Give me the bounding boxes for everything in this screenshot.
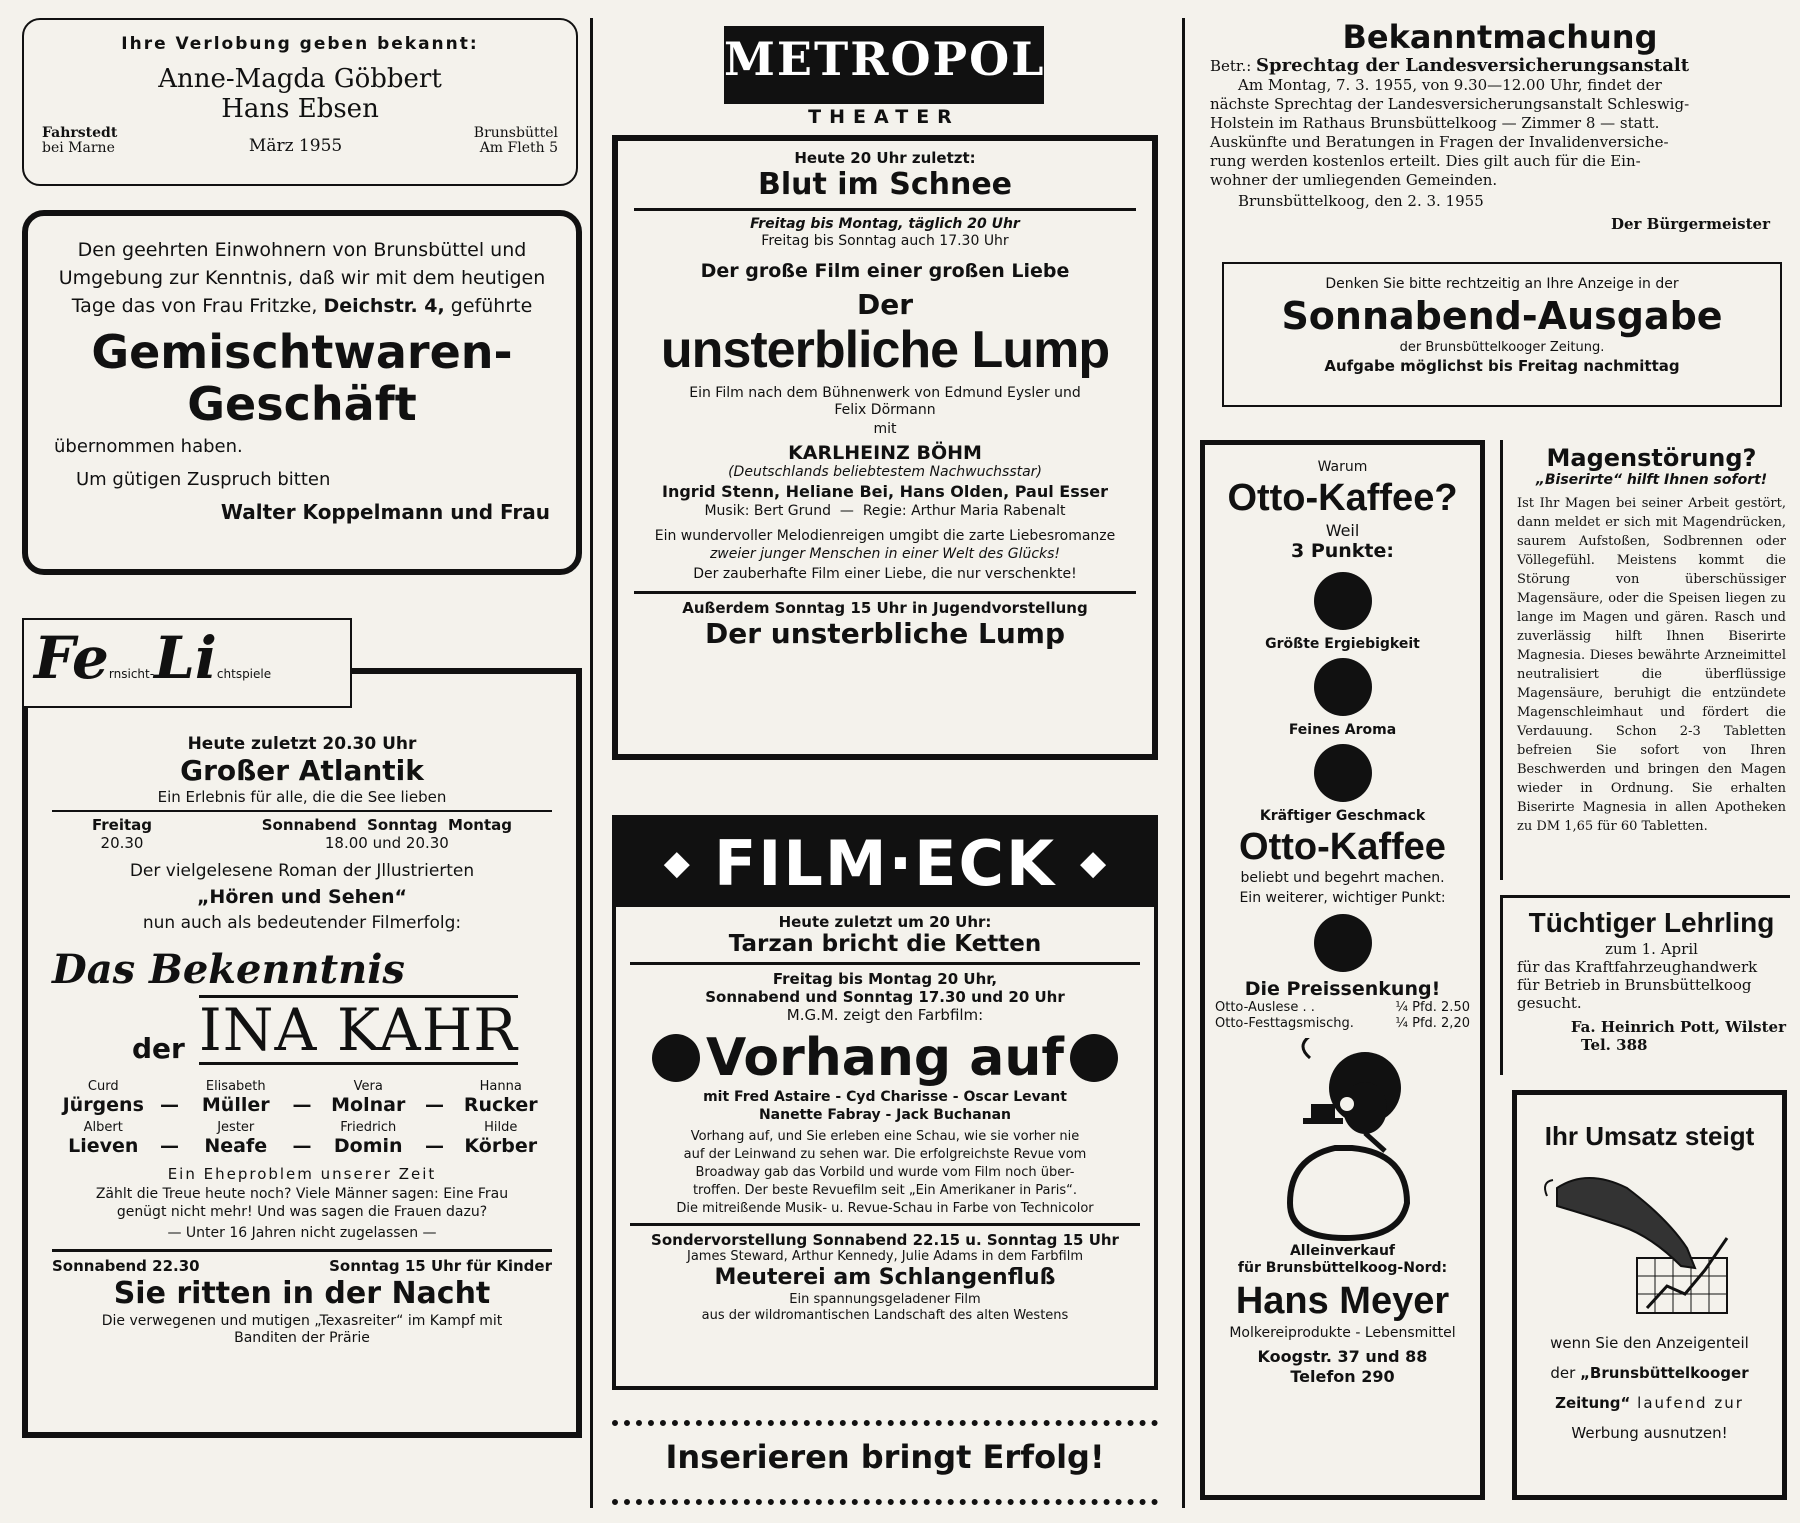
diamond-icon: ◆ — [663, 843, 690, 883]
engagement-right-place-2: Am Fleth 5 — [479, 140, 558, 156]
column-rule-2 — [1182, 18, 1185, 1508]
filmeck-cast-2: Nanette Fabray - Jack Buchanan — [758, 1107, 1012, 1123]
metropol-today: Heute 20 Uhr zuletzt: — [794, 149, 976, 167]
metropol-times-1: Freitag bis Montag, täglich 20 Uhr — [750, 216, 1020, 232]
coffee-maid-illustration — [1215, 1038, 1470, 1243]
metropol-logo-text: METROPOL — [724, 32, 1046, 86]
dot-icon — [1314, 914, 1372, 972]
dot-icon — [1314, 744, 1372, 802]
filmeck-special-sub-1: Ein spannungsgeladener Film — [789, 1292, 981, 1307]
otto-dealer: Hans Meyer — [1235, 1280, 1450, 1322]
sonnabend-line-2: der Brunsbüttelkooger Zeitung. — [1399, 340, 1605, 355]
otto-dealer-sub: Molkereiprodukte - Lebensmittel — [1229, 1325, 1456, 1341]
shop-title-2: Geschäft — [187, 377, 417, 431]
filmeck-desc-5: Die mitreißende Musik- u. Revue-Schau in Farbe von Technicolor — [676, 1201, 1094, 1216]
cast-name: Müller — [201, 1094, 270, 1116]
cast-name: Molnar — [331, 1094, 406, 1116]
shop-intro-1: Den geehrten Einwohnern von Brunsbüttel und — [77, 239, 527, 261]
umsatz-line-2: der „Brunsbüttelkooger — [1550, 1364, 1749, 1382]
shop-title-1: Gemischtwaren- — [91, 325, 513, 379]
otto-punkte: 3 Punkte: — [1290, 540, 1394, 562]
lehrling-line-2: für das Kraftfahrzeughandwerk — [1517, 958, 1758, 976]
metropol-ad — [612, 135, 1158, 760]
otto-another: Ein weiterer, wichtiger Punkt: — [1239, 890, 1446, 906]
filmeck-special: Sondervorstellung Sonnabend 22.15 u. Sonntag 15 Uhr — [651, 1231, 1119, 1249]
metropol-times-2: Freitag bis Sonntag auch 17.30 Uhr — [761, 233, 1009, 249]
cast-name: Lieven — [68, 1135, 139, 1157]
filmeck-times-2: Sonnabend und Sonntag 17.30 und 20 Uhr — [705, 988, 1065, 1006]
umsatz-line-4: Werbung ausnutzen! — [1571, 1424, 1728, 1442]
filmeck-film-1: Tarzan bricht die Ketten — [728, 931, 1042, 957]
felis-film-1: Großer Atlantik — [180, 754, 424, 787]
felis-logo-small-1: rnsicht- — [108, 667, 155, 681]
engagement-name-1: Anne-Magda Göbbert — [158, 64, 442, 94]
otto-phone: Telefon 290 — [1290, 1367, 1395, 1386]
otto-price-title: Die Preissenkung! — [1244, 978, 1441, 1000]
otto-address: Koogstr. 37 und 88 — [1257, 1347, 1428, 1366]
felis-time-2: 18.00 und 20.30 — [324, 834, 449, 852]
felis-problem: Ein Eheproblem unserer Zeit — [167, 1165, 437, 1183]
shop-request: Um gütigen Zuspruch bitten — [76, 469, 331, 490]
metropol-credits: Musik: Bert Grund — Regie: Arthur Maria Rabenalt — [704, 503, 1066, 519]
rising-chart-illustration — [1527, 1158, 1772, 1318]
filmeck-desc-2: auf der Leinwand zu sehen war. Die erfolgreichste Revue vom — [683, 1147, 1087, 1162]
engagement-date: März 1955 — [248, 136, 343, 156]
metropol-desc-2: zweier junger Menschen in einer Welt des Glücks! — [709, 546, 1061, 562]
lehrling-line-4: gesucht. — [1517, 994, 1582, 1012]
engagement-left-place-2: bei Marne — [42, 140, 115, 156]
filmeck-special-film: Meuterei am Schlangenfluß — [714, 1265, 1056, 1290]
otto-title-2: Otto-Kaffee — [1239, 826, 1446, 868]
dot-icon — [652, 1034, 700, 1082]
filmeck-special-cast: James Steward, Arthur Kennedy, Julie Adams in dem Farbfilm — [686, 1249, 1084, 1264]
metropol-title: unsterbliche Lump — [660, 321, 1110, 379]
felis-extra — [52, 1257, 552, 1275]
felis-cast-grid: Curd Jürgens — Elisabeth Müller — Vera Molnar — Hanna Rucker Albert Lieven — Jester Neafe — Friedrich Domin — Hilde Körber — [52, 1079, 552, 1157]
otto-item-2: Otto-Festtagsmischg. ¼ Pfd. 2,20 — [1215, 1016, 1470, 1031]
filmeck-logo — [616, 819, 1154, 907]
sonnabend-title: Sonnabend-Ausgabe — [1281, 294, 1723, 338]
notice-betr: Betr.: Sprechtag der Landesversicherungsanstalt — [1210, 55, 1690, 76]
felis-film-1-sub: Ein Erlebnis für alle, die die See lieben — [157, 788, 447, 806]
filmeck-ad — [612, 815, 1158, 1390]
filmeck-desc-4: troffen. Der beste Revuefilm seit „Ein Amerikaner in Paris“. — [692, 1183, 1078, 1198]
felis-time-1: 20.30 — [100, 834, 144, 852]
felis-question-1: Zählt die Treue heute noch? Viele Männer sagen: Eine Frau — [95, 1186, 509, 1202]
slogan: Inserieren bringt Erfolg! — [665, 1438, 1105, 1476]
felis-day-1: Freitag — [92, 816, 153, 834]
metropol-desc-3: Der zauberhafte Film einer Liebe, die nur verschenkte! — [693, 566, 1077, 582]
shop-taken: übernommen haben. — [54, 436, 243, 457]
dot-icon — [1314, 658, 1372, 716]
felis-extra-right: Sonntag 15 Uhr für Kinder — [329, 1257, 552, 1275]
otto-weil: Weil — [1325, 521, 1360, 540]
magen-title: Magenstörung? — [1546, 444, 1757, 472]
shop-intro-2: Umgebung zur Kenntnis, daß wir mit dem heutigen — [58, 267, 546, 289]
notice — [1210, 18, 1790, 238]
notice-title: Bekanntmachung — [1342, 18, 1658, 56]
lehrling-company: Fa. Heinrich Pott, Wilster — [1570, 1018, 1786, 1036]
felis-film-3-sub-1: Die verwegenen und mutigen „Texasreiter“ im Kampf mit — [101, 1313, 503, 1329]
filmeck-logo-text: FILM·ECK — [713, 826, 1057, 900]
felis-today: Heute zuletzt 20.30 Uhr — [187, 734, 417, 754]
felis-logo-small-2: chtspiele — [216, 667, 272, 681]
felis-film-3: Sie ritten in der Nacht — [113, 1276, 491, 1311]
shop-intro-3: Tage das von Frau Fritzke, Deichstr. 4, geführte — [71, 295, 533, 317]
filmeck-special-sub-2: aus der wildromantischen Landschaft des alten Westens — [701, 1308, 1069, 1323]
magen-body: Ist Ihr Magen bei seiner Arbeit gestört, dann meldet er sich mit Magendrücken, saurem Aufstoßen, Sodbrennen oder Völlegefühl. Meistens kommt die Störung von überschüssiger Magensäure, oder die Speisen liegen zu lange im Magen und gären. Rasch und zuverlässig hilft Ihnen Biserirte Magnesia. Dieses bewährte Arzneimittel neutralisiert die überflüssige Magensäure, beruhigt die entzündete Magenschleimhaut und fördert die Verdauung. Schon 2-3 Tabletten befreien Sie sofort von Ihren Beschwerden und bringen den Magen wieder in Ordnung. Sie erhalten Biserirte Magnesia in allen Apotheken zu DM 1,65 für 60 Tabletten. — [1517, 496, 1786, 834]
sonnabend-line-3: Aufgabe möglichst bis Freitag nachmittag — [1324, 357, 1680, 375]
felis-question-2: genügt nicht mehr! Und was sagen die Frauen dazu? — [116, 1204, 488, 1220]
metropol-desc-1: Ein wundervoller Melodienreigen umgibt die zarte Liebesromanze — [654, 528, 1116, 544]
metropol-logo-sub: THEATER — [808, 106, 960, 128]
notice-signature: Der Bürgermeister — [1610, 215, 1770, 233]
notice-body-4: Auskünfte und Beratungen in Fragen der Invalidenversiche- — [1210, 133, 1669, 151]
metropol-title-der: Der — [856, 288, 914, 321]
dot-icon — [1070, 1034, 1118, 1082]
felis-times — [52, 816, 552, 852]
engagement-name-2: Hans Ebsen — [221, 94, 379, 124]
magen-subtitle: „Biserirte“ hilft Ihnen sofort! — [1535, 472, 1768, 488]
lehrling-line-3: für Betrieb in Brunsbüttelkoog — [1517, 976, 1752, 994]
otto-liked: beliebt und begehrt machen. — [1240, 870, 1445, 886]
sonnabend-line-1: Denken Sie bitte rechtzeitig an Ihre Anzeige in der — [1325, 276, 1679, 292]
otto-warum: Warum — [1317, 459, 1368, 475]
metropol-film-1: Blut im Schnee — [757, 167, 1013, 202]
felis-age: — Unter 16 Jahren nicht zugelassen — — [167, 1225, 437, 1241]
umsatz-line-1: wenn Sie den Anzeigenteil — [1550, 1334, 1749, 1352]
filmeck-title: Vorhang auf — [706, 1028, 1064, 1088]
filmeck-desc-3: Broadway gab das Vorbild und wurde vom Film noch über- — [695, 1165, 1075, 1180]
filmeck-today: Heute zuletzt um 20 Uhr: — [778, 913, 992, 931]
sonnabend-ad — [1222, 262, 1782, 407]
otto-point-3: Kräftiger Geschmack — [1259, 808, 1426, 824]
felis-film-2b-der: der — [132, 1032, 185, 1065]
metropol-based-1: Ein Film nach dem Bühnenwerk von Edmund Eysler und — [689, 385, 1081, 401]
lehrling-ad — [1500, 895, 1790, 1075]
otto-sold-2: für Brunsbüttelkoog-Nord: — [1237, 1260, 1448, 1276]
metropol-cast: Ingrid Stenn, Heliane Bei, Hans Olden, Paul Esser — [661, 482, 1108, 501]
metropol-star-sub: (Deutschlands beliebtestem Nachwuchsstar) — [728, 464, 1042, 480]
filmeck-mgm: M.G.M. zeigt den Farbfilm: — [786, 1006, 984, 1024]
otto-ad — [1200, 440, 1485, 1500]
engagement-header: Ihre Verlobung geben bekannt: — [121, 34, 479, 54]
notice-body-5: rung werden kostenlos erteilt. Dies gilt auch für die Ein- — [1210, 152, 1641, 170]
felis-roman-1: Der vielgelesene Roman der Jllustrierten — [129, 861, 475, 881]
cast-name: Neafe — [204, 1135, 268, 1157]
metropol-extra-film: Der unsterbliche Lump — [704, 617, 1065, 650]
felis-ad — [22, 668, 582, 1438]
notice-place: Brunsbüttelkoog, den 2. 3. 1955 — [1238, 192, 1484, 210]
otto-sold-1: Alleinverkauf — [1289, 1243, 1396, 1259]
felis-roman-3: nun auch als bedeutender Filmerfolg: — [142, 913, 462, 933]
engagement-footer — [42, 126, 558, 156]
felis-film-2b: INA KAHR — [198, 996, 518, 1064]
felis-film-2a: Das Bekenntnis — [52, 946, 405, 993]
metropol-tagline: Der große Film einer großen Liebe — [700, 260, 1070, 282]
filmeck-desc-1: Vorhang auf, und Sie erleben eine Schau, wie sie vorher nie — [690, 1129, 1080, 1144]
metropol-extra: Außerdem Sonntag 15 Uhr in Jugendvorstellung — [682, 599, 1088, 617]
metropol-star: KARLHEINZ BÖHM — [788, 442, 982, 464]
dot-icon — [1314, 572, 1372, 630]
engagement-right-place-1: Brunsbüttel — [473, 125, 558, 141]
umsatz-title: Ihr Umsatz steigt — [1544, 1121, 1755, 1151]
felis-logo-li: Li — [154, 624, 217, 692]
notice-body-6: wohner der umliegenden Gemeinden. — [1210, 171, 1498, 189]
notice-body-1: Am Montag, 7. 3. 1955, von 9.30—12.00 Uhr, findet der — [1238, 76, 1662, 94]
engagement-left-place-1: Fahrstedt — [42, 125, 118, 141]
otto-point-1: Größte Ergiebigkeit — [1265, 636, 1420, 652]
cast-name: Rucker — [463, 1094, 538, 1116]
lehrling-title: Tüchtiger Lehrling — [1528, 907, 1775, 938]
felis-logo — [22, 618, 352, 708]
cast-name: Körber — [464, 1135, 538, 1157]
cast-name: Domin — [333, 1135, 403, 1157]
lehrling-line-1: zum 1. April — [1605, 940, 1698, 958]
otto-title: Otto-Kaffee? — [1227, 477, 1458, 519]
metropol-mit: mit — [873, 421, 897, 437]
otto-item-1: Otto-Auslese . . ¼ Pfd. 2.50 — [1215, 1000, 1470, 1015]
filmeck-title-row — [630, 1028, 1140, 1088]
metropol-logo — [724, 26, 1044, 104]
felis-film-2b-row — [52, 995, 552, 1065]
shop-signature: Walter Koppelmann und Frau — [220, 500, 550, 524]
felis-roman-2: „Hören und Sehen“ — [196, 886, 408, 908]
metropol-based-2: Felix Dörmann — [834, 402, 936, 418]
cast-name: Jürgens — [62, 1094, 144, 1116]
shop-ad — [22, 210, 582, 575]
engagement-ad — [22, 18, 578, 186]
filmeck-cast-1: mit Fred Astaire - Cyd Charisse - Oscar Levant — [703, 1089, 1067, 1105]
filmeck-times-1: Freitag bis Montag 20 Uhr, — [772, 970, 998, 988]
column-rule-1 — [590, 18, 593, 1508]
slogan-box — [612, 1420, 1158, 1505]
felis-extra-left: Sonnabend 22.30 — [52, 1257, 200, 1275]
notice-body-3: Holstein im Rathaus Brunsbüttelkoog — Zimmer 8 — statt. — [1210, 114, 1660, 132]
felis-logo-fe: Fe — [34, 624, 109, 692]
notice-body-2: nächste Sprechtag der Landesversicherungsanstalt Schleswig- — [1210, 95, 1690, 113]
otto-point-2: Feines Aroma — [1288, 722, 1397, 738]
felis-days-2: Sonnabend Sonntag Montag — [261, 816, 512, 834]
umsatz-ad — [1512, 1090, 1787, 1500]
lehrling-phone: Tel. 388 — [1581, 1036, 1648, 1054]
magen-ad — [1500, 440, 1790, 880]
umsatz-line-3: Zeitung“ laufend zur — [1555, 1394, 1744, 1412]
diamond-icon: ◆ — [1080, 843, 1107, 883]
felis-film-3-sub-2: Banditen der Prärie — [234, 1330, 370, 1346]
